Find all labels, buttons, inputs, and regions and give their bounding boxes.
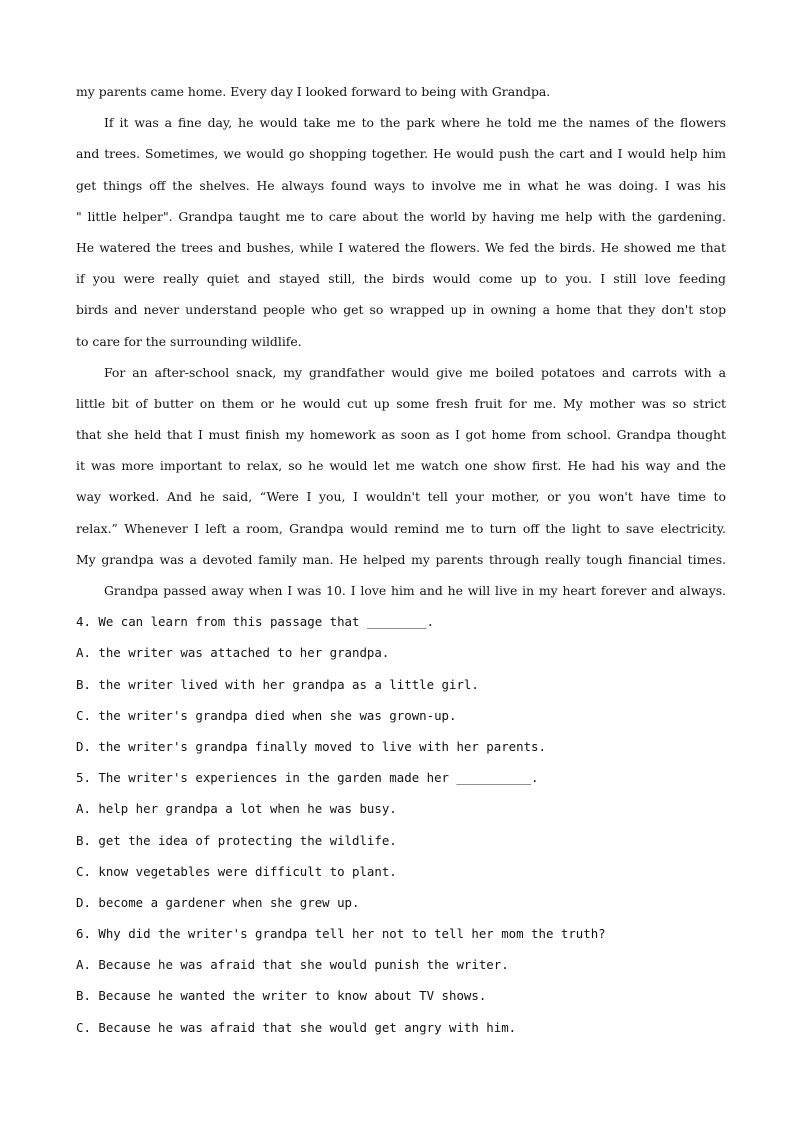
passage-line: my parents came home. Every day I looked forward to being with Grandpa. xyxy=(76,84,551,99)
passage-line: " little helper". Grandpa taught me to care about the world by having me help with the gardening. xyxy=(76,208,726,224)
question-stem: 4. We can learn from this passage that ________. xyxy=(76,614,435,630)
passage-line: birds and never understand people who get so wrapped up in owning a home that they don't stop xyxy=(76,302,726,318)
answer-option: A. help her grandpa a lot when he was busy. xyxy=(76,801,397,817)
passage-line: My grandpa was a devoted family man. He helped my parents through really tough financial times. xyxy=(76,551,726,567)
passage-line: For an after-school snack, my grandfather would give me boiled potatoes and carrots with a xyxy=(104,364,726,380)
question-list xyxy=(76,610,726,1047)
passage-line: and trees. Sometimes, we would go shopping together. He would push the cart and I would help him xyxy=(76,146,726,162)
passage-line: get things off the shelves. He always found ways to involve me in what he was doing. I was his xyxy=(76,177,726,193)
passage-line: relax.” Whenever I left a room, Grandpa would remind me to turn off the light to save electricity. xyxy=(76,520,726,536)
answer-option: B. Because he wanted the writer to know about TV shows. xyxy=(76,988,487,1004)
passage-line: If it was a fine day, he would take me to the park where he told me the names of the flowers xyxy=(104,115,726,131)
answer-option: B. the writer lived with her grandpa as a little girl. xyxy=(76,676,479,692)
passage-line: little bit of butter on them or he would cut up some fresh fruit for me. My mother was so strict xyxy=(76,395,726,411)
answer-option: A. the writer was attached to her grandpa. xyxy=(76,645,390,661)
document-page xyxy=(76,80,726,1047)
passage-line: if you were really quiet and stayed still, the birds would come up to you. I still love feeding xyxy=(76,271,726,287)
reading-passage xyxy=(76,80,726,610)
question-stem: 6. Why did the writer's grandpa tell her not to tell her mom the truth? xyxy=(76,926,606,942)
answer-option: D. become a gardener when she grew up. xyxy=(76,894,360,910)
answer-option: C. the writer's grandpa died when she was grown-up. xyxy=(76,707,457,723)
answer-option: B. get the idea of protecting the wildlife. xyxy=(76,832,397,848)
answer-option: D. the writer's grandpa finally moved to live with her parents. xyxy=(76,738,546,754)
answer-option: C. know vegetables were difficult to plant. xyxy=(76,863,397,879)
passage-line: to care for the surrounding wildlife. xyxy=(76,333,302,349)
answer-option: C. Because he was afraid that she would get angry with him. xyxy=(76,1019,517,1035)
passage-line: He watered the trees and bushes, while I watered the flowers. We fed the birds. He showed me that xyxy=(76,239,726,255)
answer-option: A. Because he was afraid that she would punish the writer. xyxy=(76,957,509,973)
passage-line: it was more important to relax, so he would let me watch one show first. He had his way and the xyxy=(76,458,726,474)
passage-line: that she held that I must finish my homework as soon as I got home from school. Grandpa thought xyxy=(76,427,726,443)
question-stem: 5. The writer's experiences in the garden made her __________. xyxy=(76,770,539,786)
passage-line: way worked. And he said, “Were I you, I wouldn't tell your mother, or you won't have time to xyxy=(76,489,726,505)
passage-line: Grandpa passed away when I was 10. I love him and he will live in my heart forever and always. xyxy=(104,583,726,598)
